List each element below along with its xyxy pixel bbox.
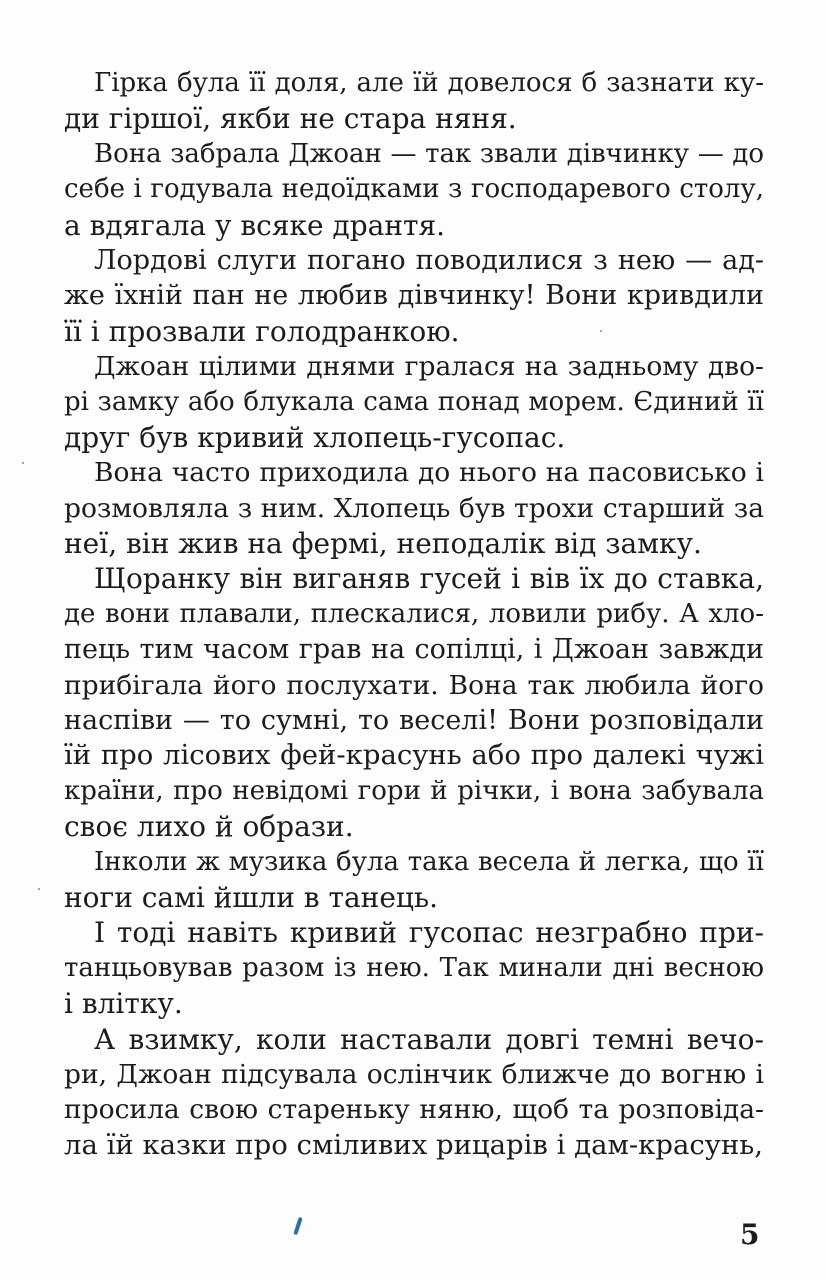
page-number: 5 [740, 1218, 760, 1251]
text-line: Лордові слуги погано поводилися з нею — ад- [94, 244, 764, 276]
text-line: наспіви — то сумні, то веселі! Вони розповідали [64, 705, 764, 737]
text-line: танцьовував разом із нею. Так минали дні весною [64, 952, 764, 983]
text-line: і влітку. [64, 987, 183, 1021]
text-line: Вона часто приходила до нього на пасовисько і [94, 457, 764, 489]
body-text [64, 66, 764, 1163]
text-line: її і прозвали голодранкою. [64, 314, 460, 348]
text-line: неї, він жив на фермі, неподалік від замку. [64, 527, 702, 561]
text-line: Інколи ж музика була така весела й легка, що її [94, 846, 764, 877]
ink-mark [293, 1217, 302, 1235]
text-line: І тоді навіть кривий гусопас незграбно при- [94, 916, 764, 950]
text-line: своє лихо й образи. [64, 810, 354, 844]
text-line: країни, про невідомі гори й річки, і вона забувала [64, 775, 764, 806]
text-line: рі замку або блукала сама понад морем. Єдиний її [64, 386, 764, 417]
text-line: Гірка була її доля, але їй довелося б зазнати ку- [94, 68, 764, 98]
text-line: Вона забрала Джоан — так звали дівчинку — до [94, 138, 764, 169]
text-line: розмовляла з ним. Хлопець був трохи старший за [64, 492, 764, 524]
text-line: Джоан цілими днями гралася на задньому дво- [94, 351, 764, 383]
text-line: себе і годувала недоїдками з господаревого столу, [64, 174, 764, 205]
text-line: ноги самі йшли в танець. [64, 880, 439, 914]
text-line: А взимку, коли наставали довгі темні вечо- [94, 1022, 764, 1056]
paper-speck [38, 888, 40, 890]
text-line: прибігала його послухати. Вона так любила його [64, 669, 764, 701]
text-line: ри, Джоан підсувала ослінчик ближче до вогню і [64, 1058, 764, 1090]
text-line: ла їй казки про сміливих рицарів і дам-красунь, [64, 1128, 763, 1161]
paper-speck [22, 462, 24, 464]
text-line: а вдягала у всяке дрантя. [64, 208, 446, 242]
text-line: же їхній пан не любив дівчинку! Вони кривдили [64, 280, 764, 312]
text-line: Щоранку він виганяв гусей і вів їх до ставка, [94, 562, 764, 596]
text-line: ди гіршої, якби не стара няня. [64, 102, 517, 136]
text-line: де вони плавали, плескалися, ловили рибу. А хло- [64, 598, 764, 629]
text-line: друг був кривий хлопець-гусопас. [64, 420, 566, 454]
text-line: пець тим часом грав на сопілці, і Джоан завжди [64, 634, 764, 666]
text-line: їй про лісових фей-красунь або про далекі чужі [64, 739, 764, 772]
paper-speck [600, 330, 602, 332]
text-line: просила свою стареньку няню, щоб та розповіда- [64, 1094, 764, 1126]
